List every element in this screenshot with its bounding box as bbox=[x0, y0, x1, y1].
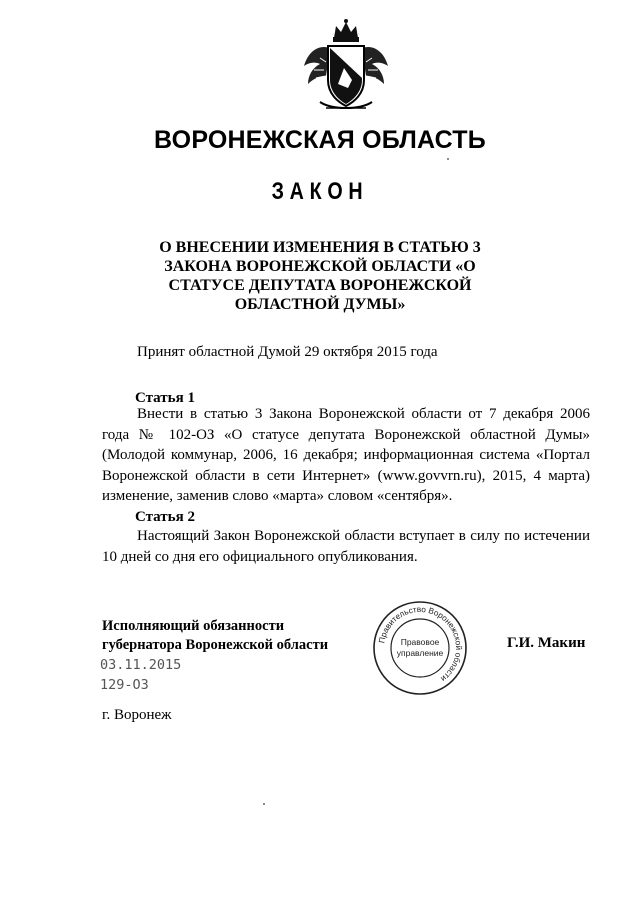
article-2-heading: Статья 2 bbox=[135, 509, 195, 525]
signing-city: г. Воронеж bbox=[102, 707, 172, 723]
signer-position bbox=[102, 617, 328, 655]
adoption-date-line: Принят областной Думой 29 октября 2015 года bbox=[137, 344, 438, 360]
region-name: ВОРОНЕЖСКАЯ ОБЛАСТЬ bbox=[154, 126, 486, 154]
stamp-ring-text: Правительство Воронежской области bbox=[377, 604, 464, 684]
law-number: 129-ОЗ bbox=[100, 677, 149, 693]
signer-position-line-2: губернатора Воронежской области bbox=[102, 637, 329, 653]
signer-name: Г.И. Макин bbox=[507, 635, 586, 651]
official-stamp bbox=[370, 598, 470, 698]
law-title: О ВНЕСЕНИИ ИЗМЕНЕНИЯ В СТАТЬЮ 3 ЗАКОНА ВОРОНЕЖСКОЙ ОБЛАСТИ «О СТАТУСЕ ДЕПУТАТА ВОРОНЕЖСКОЙ ОБЛАСТНОЙ ДУМЫ» bbox=[159, 239, 481, 313]
article-2-text: Настоящий Закон Воронежской области вступает в силу по истечении 10 дней со дня его официального опубликования. bbox=[102, 528, 590, 565]
coat-of-arms-emblem bbox=[300, 18, 392, 116]
document-type: ЗАКОН bbox=[271, 178, 369, 205]
article-1-heading: Статья 1 bbox=[135, 390, 195, 406]
signing-date: 03.11.2015 bbox=[100, 657, 182, 673]
scan-speck bbox=[263, 803, 265, 805]
stamp-center-line-2: управление bbox=[396, 648, 444, 658]
signer-position-line-1: Исполняющий обязанности bbox=[102, 618, 285, 634]
scan-speck bbox=[447, 158, 449, 160]
stamp-center-line-1: Правовое bbox=[400, 637, 440, 647]
article-1-text: Внести в статью 3 Закона Воронежской области от 7 декабря 2006 года № 102-ОЗ «О статусе депутата Воронежской областной Думы» (Молодой коммунар, 2006, 16 декабря; информационная система «Портал Воронежской области в сети Интернет» (www.govvrn.ru), 2015, 4 марта) изменение, заменив слово «марта» словом «сентября». bbox=[102, 406, 590, 504]
